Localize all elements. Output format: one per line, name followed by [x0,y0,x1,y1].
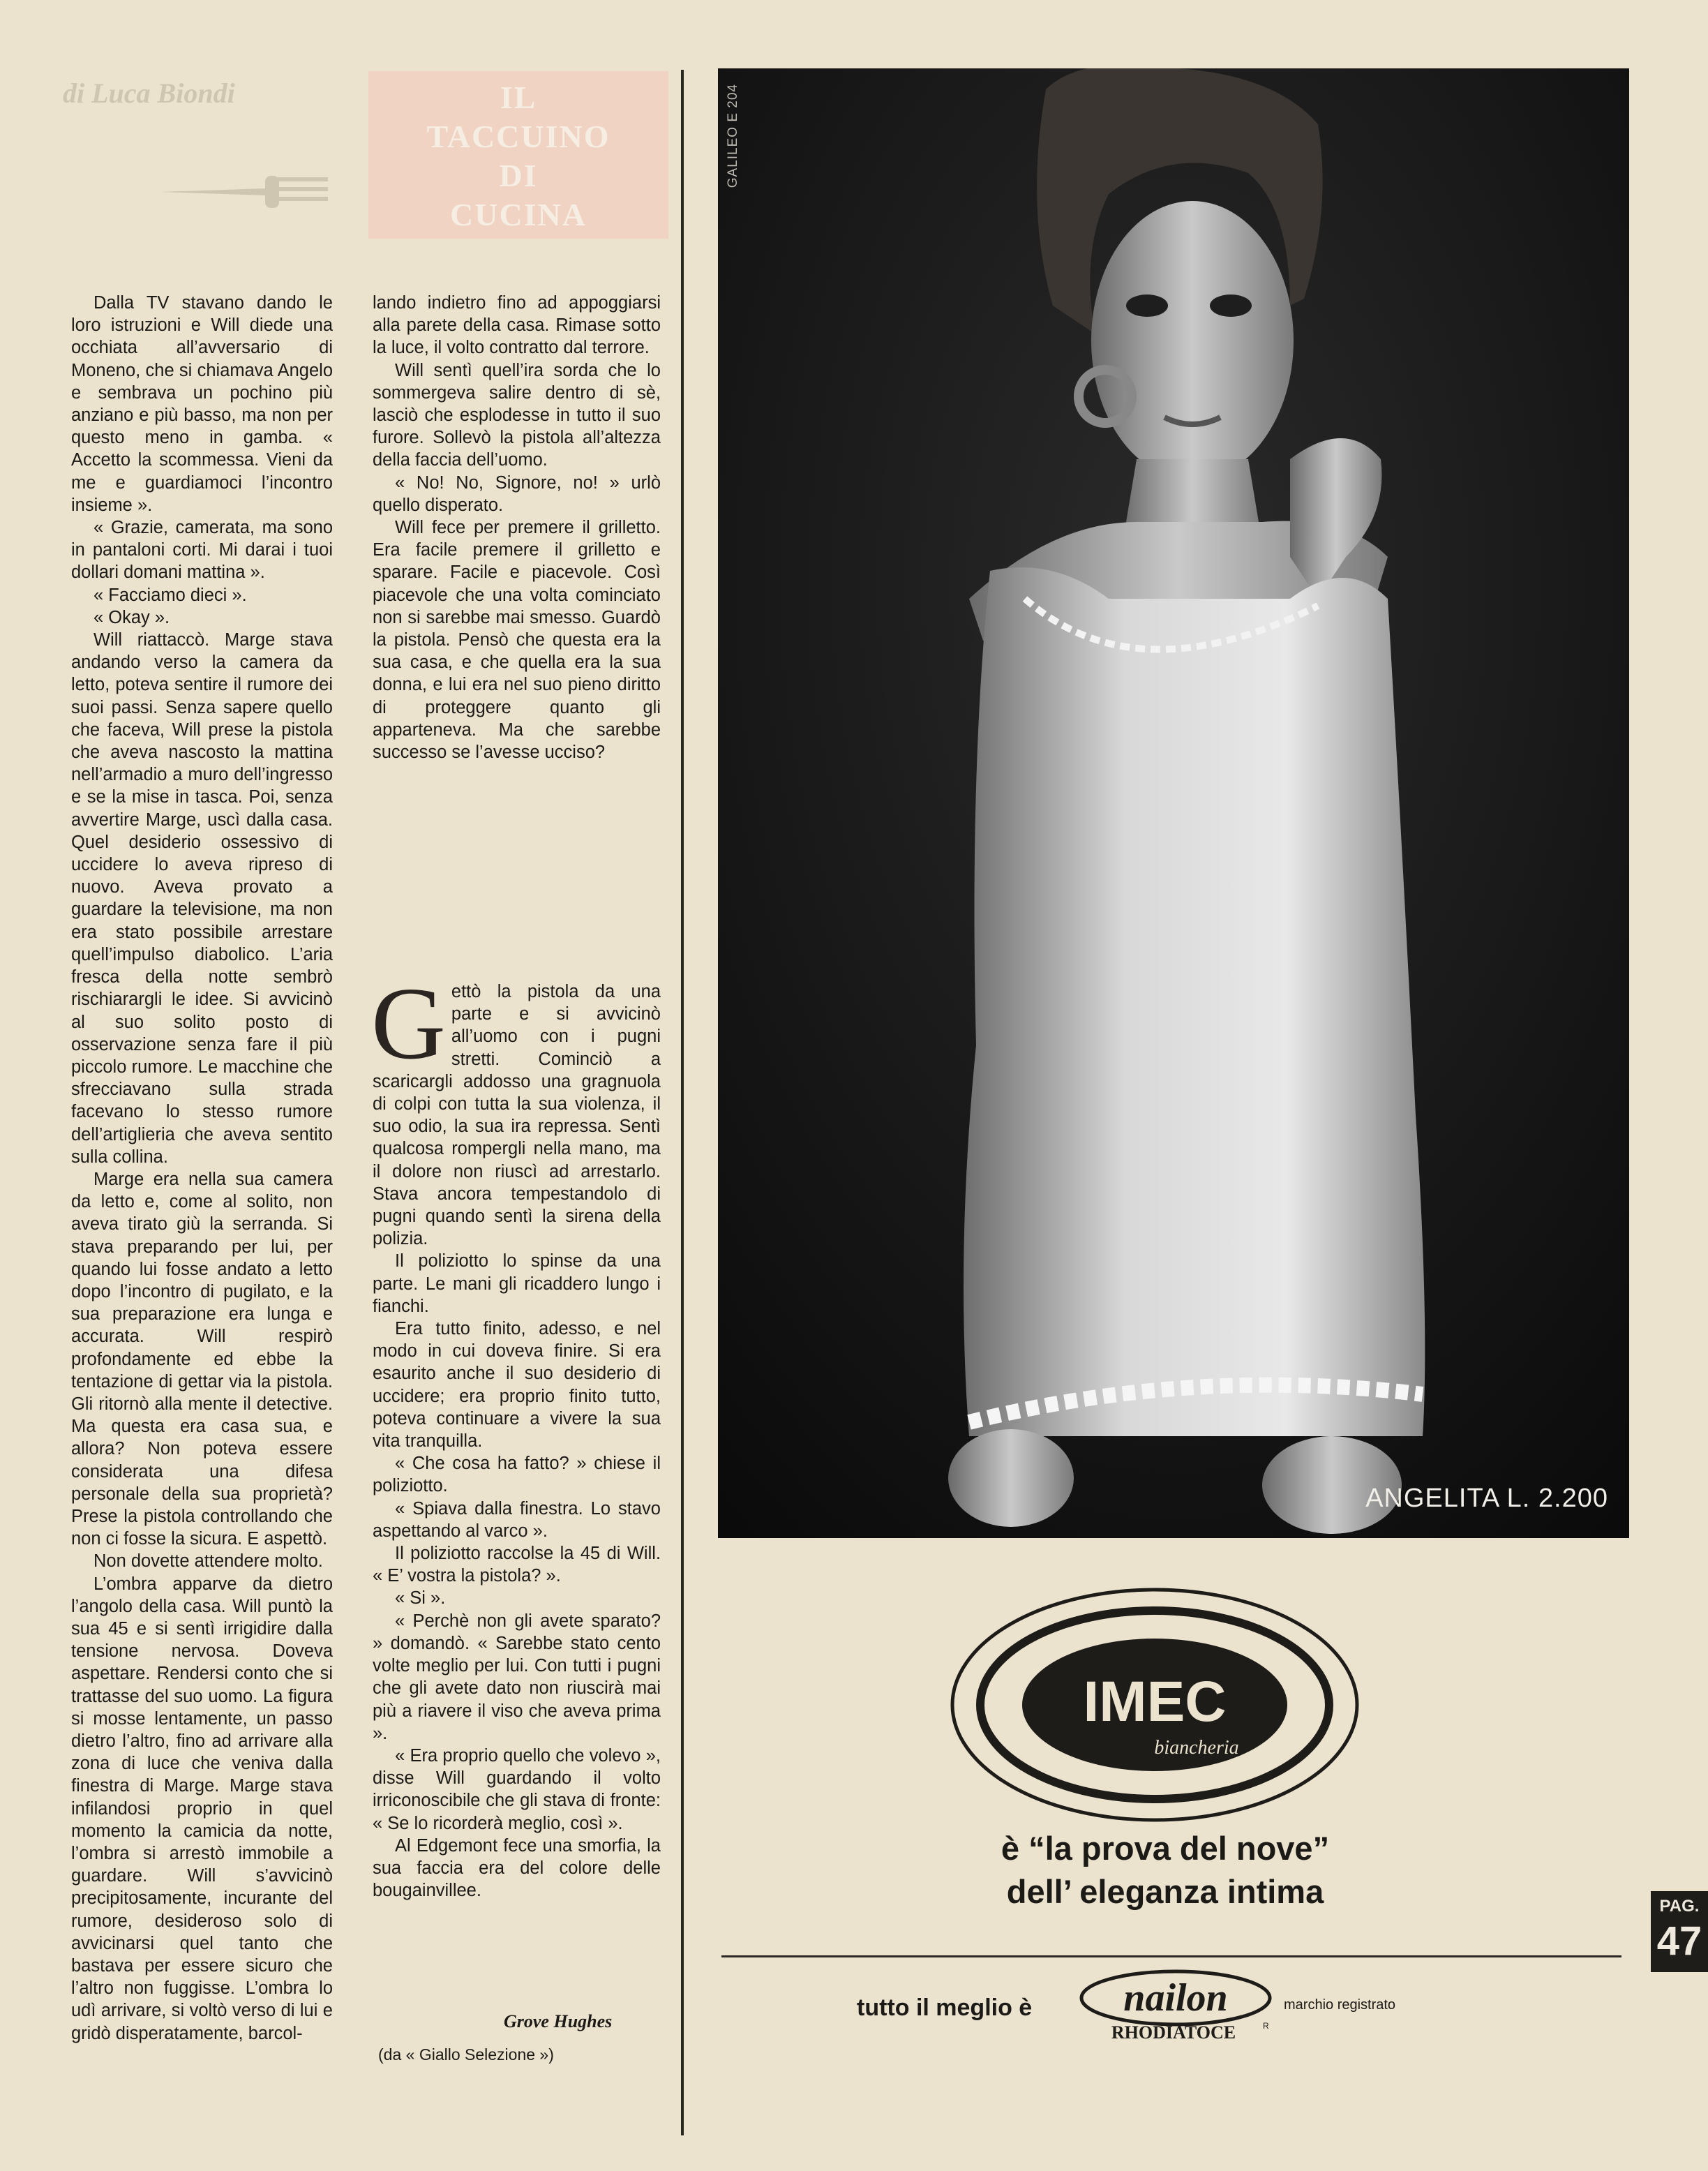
registered-mark: R [1263,2021,1269,2031]
story-author: Grove Hughes [504,2011,613,2031]
ad-tagline: tutto il meglio è [857,1994,1033,2021]
paragraph: Will fece per premere il grilletto. Era facile premere il grilletto e sparare. Facile e piacevole. Così piacevole che una volta cominciato non si sarebbe mai smesso. Guardò la pistola. Pensò che questa era la sua casa, e che quella era la sua donna, e lui era nel suo pieno diritto di proteggere quanto gli apparteneva. Ma che sarebbe successo se l’avesse ucciso? [373,518,661,763]
nailon-logo [1074,1969,1284,2045]
slogan-line: dell’ eleganza intima [1006,1873,1324,1910]
page-number-tab [1651,1891,1708,1972]
imec-logo [945,1583,1364,1827]
paragraph: Will riattaccò. Marge stava andando verso la camera da letto, poteva sentire il rumore dei suoi passi. Senza sapere quello che faceva, Will prese la pistola che aveva nascosto la mattina nell’armadio a muro dell’ingresso e se la mise in tasca. Poi, senza avvertire Marge, uscì dalla casa. Quel desiderio ossessivo di uccidere lo aveva ripreso di nuovo. Aveva provato a guardare la televisione, ma non era stato possibile arrestare quell’impulso diabolico. L’aria fresca della notte sembrò rischiarargli le idee. Si avvicinò al suo solito posto di osservazione senza fare il più piccolo rumore. Le macchine che sfrecciavano sulla strada facevano lo stesso rumore dell’artiglieria che aveva sentito sulla collina. [71,630,333,1167]
paragraph: « Perchè non gli avete sparato? » domandò. « Sarebbe stato cento volte meglio per lui. Con tutti i pugni che gli avete dato non riuscirà mai più a riavere il viso che aveva prima ». [373,1611,661,1743]
nailon-logo-graphic [1074,1969,1284,2045]
page-number: 47 [1656,1918,1702,1964]
story-column-3 [371,967,661,1902]
brand-name: IMEC [1083,1670,1227,1733]
story-column-2 [373,292,661,763]
paragraph: Il poliziotto raccolse la 45 di Will. « E’ vostra la pistola? ». [373,1544,661,1586]
nailon-brand: nailon [1123,1976,1228,2020]
fork-icon [160,161,328,223]
brand-subtitle: biancheria [1154,1737,1239,1759]
paragraph: « No! No, Signore, no! » urlò quello disperato. [373,472,661,515]
paragraph: Will sentì quell’ira sorda che lo sommergeva salire dentro di sè, lasciò che esplodesse in tutto il suo furore. Sollevò la pistola all’altezza della faccia dell’uomo. [373,360,661,470]
paragraph: Era tutto finito, adesso, e nel modo in cui doveva finire. Si era esaurito anche il suo desiderio di uccidere; era proprio finito tutto, poteva continuare a vivere la sua vita tranquilla. [373,1319,661,1452]
story-source: (da « Giallo Selezione ») [378,2045,554,2064]
paragraph: « Che cosa ha fatto? » chiese il poliziotto. [373,1454,661,1496]
agency-credit: GALILEO E 204 [726,84,740,188]
paragraph: « Okay ». [93,607,170,627]
ad-divider [721,1955,1621,1957]
paragraph: ettò la pistola da una parte e si avvicinò all’uomo con i pugni stretti. Cominciò a scaricargli addosso una gragnuola di colpi con tutta la sua violenza, il suo odio, la sua ira repressa. Sentì qualcosa rompergli nella mano, ma il dolore non riuscì ad arrestarlo. Stava ancora tempestandolo di pugni quando sentì la sirena della polizia. [373,982,661,1249]
photo-caption: ANGELITA L. 2.200 [1365,1484,1608,1513]
paragraph: Non dovette attendere molto. [93,1551,323,1572]
paragraph: lando indietro fino ad appoggiarsi alla parete della casa. Rimase sotto la luce, il volto contratto dal terrore. [373,293,661,358]
nailon-subtitle: RHODIATOCE [1111,2022,1236,2043]
column-divider [681,70,684,2135]
paragraph: « Facciamo dieci ». [93,585,247,605]
paragraph: « Spiava dalla finestra. Lo stavo aspettando al varco ». [373,1498,661,1541]
imec-logo-graphic [945,1583,1364,1827]
ad-photo [718,68,1629,1538]
paragraph: L’ombra apparve da dietro l’angolo della casa. Will puntò la sua 45 e si sentì irrigidire dalla tensione nervosa. Doveva aspettare. Rendersi conto che si trattasse del suo uomo. La figura si mosse lentamente, un passo dietro l’altro, fino ad arrivare alla zona di luce che veniva dalla finestra di Marge. Marge stava infilandosi proprio in quel momento la camicia da notte, l’ombra si arrestò immobile a guardare. Will s’avvicinò precipitosamente, incurante del rumore, desideroso solo di avvicinarsi quel tanto che bastava per essere sicuro che l’altro non fuggisse. L’ombra lo udì arrivare, si voltò verso di lui e gridò disperatamente, barcol- [71,1574,333,2043]
faded-author-credit: di Luca Biondi [63,77,235,109]
story-column-1 [71,292,333,2045]
paragraph: Marge era nella sua camera da letto e, come al solito, non aveva tirato giù la serranda. Si stava preparando per lui, per quando lui fosse andato a letto dopo l’incontro di pugilato, e la sua preparazione era lunga e accurata. Will respirò profondamente ed ebbe la tentazione di gettar via la pistola. Gli ritornò alla mente il detective. Ma questa era casa sua, e allora? Non poteva essere considerata una difesa personale della sua proprietà? Prese la pistola controllando che non ci fosse la sicura. E aspettò. [71,1169,333,1549]
trademark-note: marchio registrato [1284,1997,1396,2013]
section-title-line: TACCUINO [426,119,610,154]
section-title [368,78,668,234]
paragraph: Il poliziotto lo spinse da una parte. Le mani gli ricaddero lungo i fianchi. [373,1251,661,1316]
paragraph: Al Edgemont fece una smorfia, la sua faccia era del colore delle bougainvillee. [373,1835,661,1901]
ad-slogan [816,1827,1514,1913]
drop-cap: G [371,967,446,1081]
section-title-line: CUCINA [450,197,587,232]
page-label: PAG. [1659,1897,1700,1916]
paragraph: « Era proprio quello che volevo », disse Will guardando il volto irriconoscibile che gli stava di fronte: « Se lo ricorderà meglio, così ». [373,1745,661,1833]
slogan-line: è “la prova del nove” [1001,1830,1330,1867]
paragraph: Dalla TV stavano dando le loro istruzioni e Will diede una occhiata all’avversario di Moneno, che si chiamava Angelo e sembrava un pochino più anziano e più basso, ma non per questo meno in gamba. « Accetto la scommessa. Vieni da me e guardiamoci l’incontro insieme ». [71,293,333,515]
section-title-line: IL [500,80,537,115]
section-title-line: DI [499,158,538,193]
paragraph: « Grazie, camerata, ma sono in pantaloni corti. Mi darai i tuoi dollari domani mattina ». [71,518,333,583]
paragraph: « Si ». [395,1588,446,1609]
